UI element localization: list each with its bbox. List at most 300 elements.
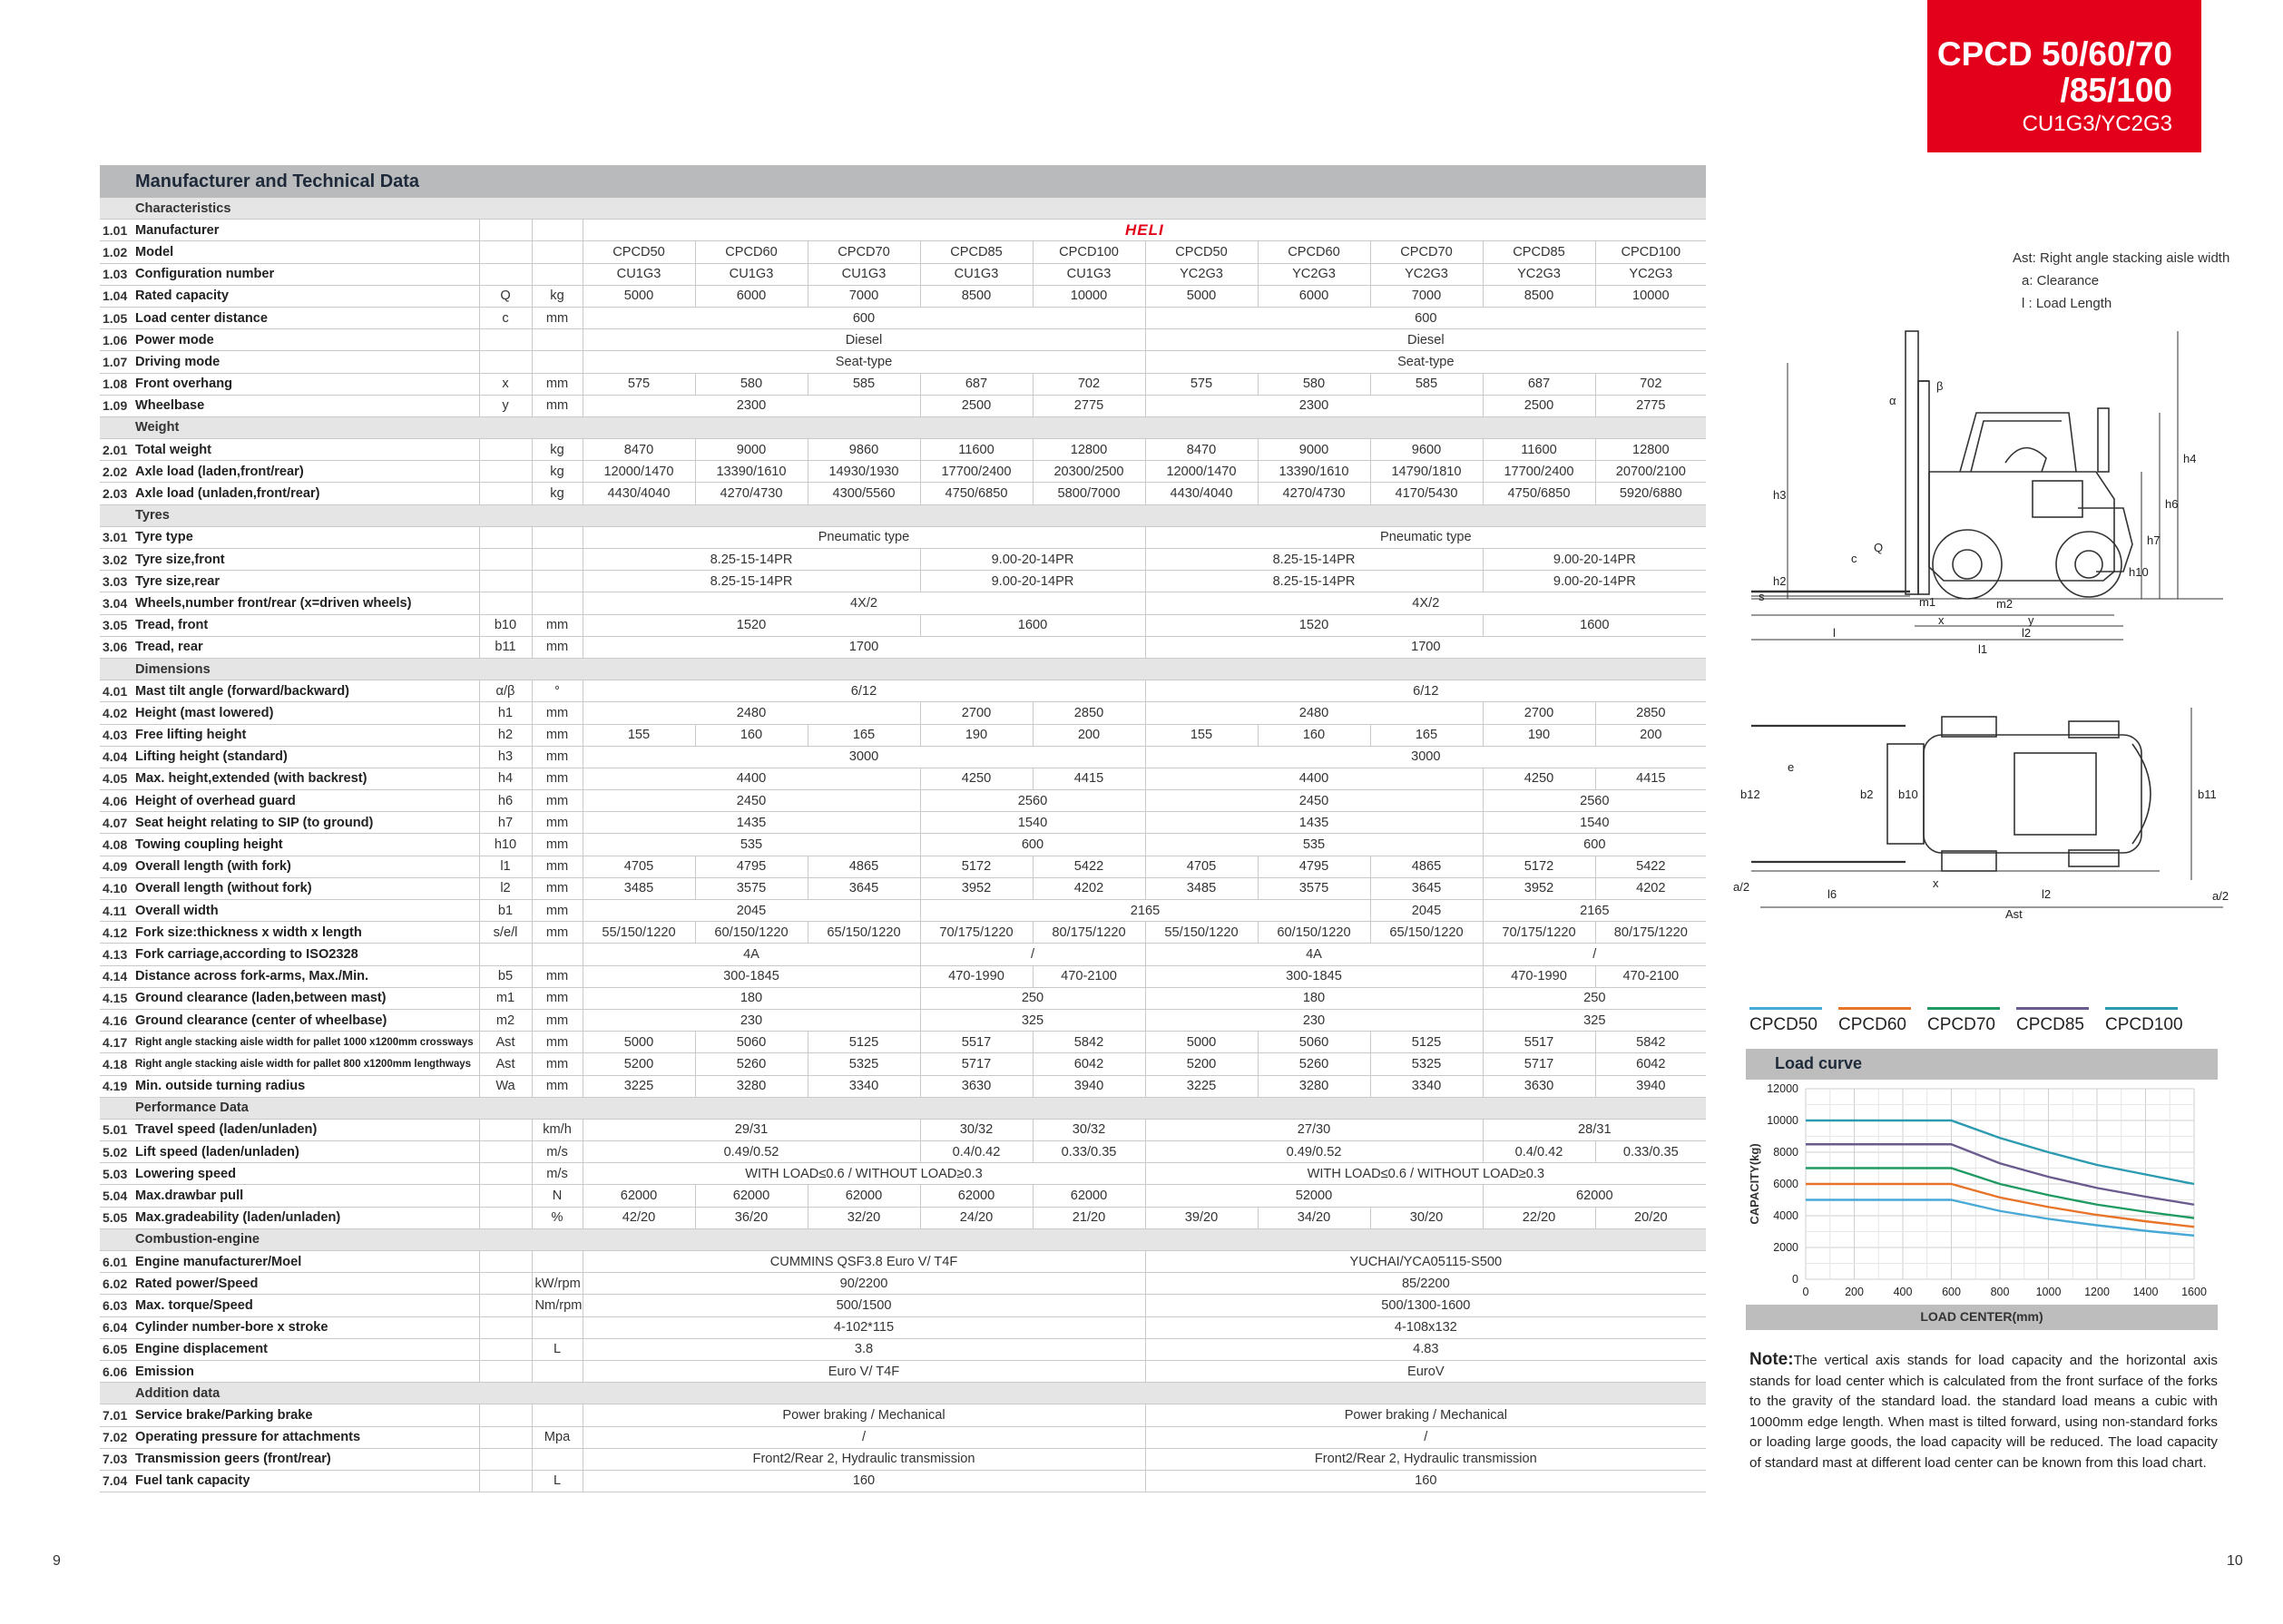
title-line-1: CPCD 50/60/70 xyxy=(1936,35,2172,73)
section-row xyxy=(100,658,1706,680)
row-unit: ° xyxy=(532,680,583,702)
spec-row xyxy=(100,483,1706,504)
dim-q: Q xyxy=(1874,541,1884,554)
value-cell: 200 xyxy=(1595,724,1706,746)
section-title: Dimensions xyxy=(132,658,1706,680)
value-cell: 575 xyxy=(1145,373,1258,395)
row-label: Tyre size,rear xyxy=(132,571,479,592)
value-cell: 4250 xyxy=(1483,768,1595,789)
manufacturer-cell xyxy=(583,220,1706,241)
row-label: Fork size:thickness x width x length xyxy=(132,922,479,944)
y-tick-label: 4000 xyxy=(1773,1209,1798,1222)
load-curve-title: Load curve xyxy=(1775,1054,1863,1072)
row-symbol: Ast xyxy=(479,1032,532,1053)
row-label: Total weight xyxy=(132,439,479,461)
value-cell: 60/150/1220 xyxy=(1258,922,1370,944)
row-number: 3.06 xyxy=(100,636,132,658)
section-row xyxy=(100,1097,1706,1119)
spec-row xyxy=(100,1009,1706,1031)
value-cell: 580 xyxy=(1258,373,1370,395)
value-cell: 62000 xyxy=(695,1185,808,1207)
dim-b11: b11 xyxy=(2198,788,2217,801)
row-symbol xyxy=(479,1295,532,1316)
value-cell: 1520 xyxy=(1145,614,1483,636)
value-cell: Front2/Rear 2, Hydraulic transmission xyxy=(1145,1448,1706,1470)
value-cell: 14930/1930 xyxy=(808,461,920,483)
row-unit: mm xyxy=(532,307,583,328)
value-cell: 0.49/0.52 xyxy=(583,1141,920,1163)
value-cell: 470-1990 xyxy=(920,965,1033,987)
row-unit xyxy=(532,241,583,263)
value-cell: 5060 xyxy=(1258,1032,1370,1053)
spec-row xyxy=(100,373,1706,395)
row-number: 4.08 xyxy=(100,834,132,856)
spec-row xyxy=(100,1470,1706,1492)
spec-row xyxy=(100,702,1706,724)
spec-row xyxy=(100,900,1706,922)
value-cell: 3485 xyxy=(1145,877,1258,899)
row-number: 7.01 xyxy=(100,1404,132,1426)
value-cell: 470-2100 xyxy=(1033,965,1145,987)
x-tick-label: 200 xyxy=(1845,1286,1864,1298)
value-cell: 2450 xyxy=(583,790,920,812)
row-label: Right angle stacking aisle width for pallet 1000 x1200mm crossways xyxy=(132,1032,479,1053)
value-cell: 5125 xyxy=(1370,1032,1483,1053)
value-cell: 165 xyxy=(1370,724,1483,746)
table-title: Manufacturer and Technical Data xyxy=(132,165,1706,198)
spec-row xyxy=(100,856,1706,877)
row-symbol: h4 xyxy=(479,768,532,789)
value-cell: 0.4/0.42 xyxy=(1483,1141,1595,1163)
row-label: Front overhang xyxy=(132,373,479,395)
row-symbol: b11 xyxy=(479,636,532,658)
row-number: 2.02 xyxy=(100,461,132,483)
spec-row xyxy=(100,812,1706,834)
value-cell: 160 xyxy=(583,1470,1145,1492)
value-cell: Pneumatic type xyxy=(583,526,1145,548)
row-unit: kg xyxy=(532,483,583,504)
value-cell: 9.00-20-14PR xyxy=(1483,549,1706,571)
value-cell: 2500 xyxy=(920,395,1033,416)
spec-row xyxy=(100,922,1706,944)
load-curve-header xyxy=(1746,1049,2218,1080)
value-cell: 250 xyxy=(1483,987,1706,1009)
row-label: Max.drawbar pull xyxy=(132,1185,479,1207)
legend-entry xyxy=(1927,1007,2000,1035)
spec-row xyxy=(100,571,1706,592)
row-symbol xyxy=(479,1426,532,1448)
value-cell: 5125 xyxy=(808,1032,920,1053)
chart-legend xyxy=(1746,1007,2190,1038)
value-cell: 62000 xyxy=(583,1185,695,1207)
legend-swatch xyxy=(1749,1007,1822,1010)
row-number: 4.17 xyxy=(100,1032,132,1053)
load-curve-note xyxy=(1749,1350,2218,1473)
value-cell: 4795 xyxy=(695,856,808,877)
value-cell: 9600 xyxy=(1370,439,1483,461)
dim-y: y xyxy=(2028,613,2034,627)
row-symbol: l2 xyxy=(479,877,532,899)
value-cell: 1700 xyxy=(583,636,1145,658)
x-tick-label: 1600 xyxy=(2181,1286,2207,1298)
value-cell: Front2/Rear 2, Hydraulic transmission xyxy=(583,1448,1145,1470)
dim-m2: m2 xyxy=(1996,597,2014,611)
value-cell: 11600 xyxy=(1483,439,1595,461)
spec-row xyxy=(100,263,1706,285)
row-number: 7.03 xyxy=(100,1448,132,1470)
spec-row xyxy=(100,1119,1706,1140)
y-tick-label: 2000 xyxy=(1773,1241,1798,1254)
row-number: 3.03 xyxy=(100,571,132,592)
value-cell: 80/175/1220 xyxy=(1033,922,1145,944)
value-cell: 2700 xyxy=(920,702,1033,724)
row-number: 4.10 xyxy=(100,877,132,899)
row-symbol xyxy=(479,1404,532,1426)
row-number: 1.01 xyxy=(100,220,132,241)
value-cell: EuroV xyxy=(1145,1360,1706,1382)
legend-swatch xyxy=(2105,1007,2178,1010)
value-cell: 5260 xyxy=(1258,1053,1370,1075)
value-cell: 470-2100 xyxy=(1595,965,1706,987)
value-cell: 5842 xyxy=(1033,1032,1145,1053)
value-cell: 85/2200 xyxy=(1145,1273,1706,1295)
page-number-right: 10 xyxy=(2227,1553,2243,1569)
row-symbol xyxy=(479,526,532,548)
value-cell: 62000 xyxy=(920,1185,1033,1207)
row-number: 3.04 xyxy=(100,592,132,614)
row-label: Emission xyxy=(132,1360,479,1382)
spec-row xyxy=(100,1163,1706,1185)
value-cell: 3000 xyxy=(583,746,1145,768)
x-axis-label: LOAD CENTER(mm) xyxy=(1920,1309,2043,1324)
row-label: Right angle stacking aisle width for pallet 800 x1200mm lengthways xyxy=(132,1053,479,1075)
value-cell: 8.25-15-14PR xyxy=(583,571,920,592)
dim-top-l2: l2 xyxy=(2042,887,2052,901)
dim-h7: h7 xyxy=(2147,533,2161,547)
dim-h3: h3 xyxy=(1773,488,1787,502)
row-number: 4.18 xyxy=(100,1053,132,1075)
value-cell: 5325 xyxy=(808,1053,920,1075)
row-unit: mm xyxy=(532,790,583,812)
row-number: 4.13 xyxy=(100,944,132,965)
value-cell: 30/32 xyxy=(920,1119,1033,1140)
row-number: 1.08 xyxy=(100,373,132,395)
y-tick-label: 0 xyxy=(1792,1273,1798,1286)
value-cell: 13390/1610 xyxy=(1258,461,1370,483)
dim-b12: b12 xyxy=(1740,788,1760,801)
row-unit: mm xyxy=(532,834,583,856)
value-cell: 3940 xyxy=(1595,1075,1706,1097)
legend-ast: Ast: Right angle stacking aisle width xyxy=(2013,250,2230,266)
row-label: Seat height relating to SIP (to ground) xyxy=(132,812,479,834)
row-unit xyxy=(532,263,583,285)
row-symbol xyxy=(479,1470,532,1492)
value-cell: 5842 xyxy=(1595,1032,1706,1053)
spec-row xyxy=(100,1053,1706,1075)
value-cell: Diesel xyxy=(1145,329,1706,351)
row-number: 1.03 xyxy=(100,263,132,285)
value-cell: 3630 xyxy=(1483,1075,1595,1097)
row-unit: mm xyxy=(532,922,583,944)
row-number: 3.02 xyxy=(100,549,132,571)
value-cell: 575 xyxy=(583,373,695,395)
section-spacer xyxy=(100,504,132,526)
value-cell: 6000 xyxy=(695,285,808,307)
row-label: Lowering speed xyxy=(132,1163,479,1185)
value-cell: CPCD50 xyxy=(1145,241,1258,263)
row-number: 6.05 xyxy=(100,1338,132,1360)
row-label: Max. height,extended (with backrest) xyxy=(132,768,479,789)
value-cell: 5325 xyxy=(1370,1053,1483,1075)
dim-b2: b2 xyxy=(1860,788,1874,801)
value-cell: 5717 xyxy=(920,1053,1033,1075)
row-symbol xyxy=(479,1141,532,1163)
value-cell: 4795 xyxy=(1258,856,1370,877)
value-cell: 30/32 xyxy=(1033,1119,1145,1140)
value-cell: 3575 xyxy=(1258,877,1370,899)
spec-row xyxy=(100,987,1706,1009)
section-spacer xyxy=(100,658,132,680)
row-unit: mm xyxy=(532,373,583,395)
row-label: Lifting height (standard) xyxy=(132,746,479,768)
value-cell: 39/20 xyxy=(1145,1207,1258,1228)
row-symbol xyxy=(479,1119,532,1140)
value-cell: 585 xyxy=(1370,373,1483,395)
value-cell: / xyxy=(1145,1426,1706,1448)
value-cell: 9000 xyxy=(1258,439,1370,461)
legend-label: CPCD50 xyxy=(1749,1015,1818,1034)
row-unit: mm xyxy=(532,395,583,416)
value-cell: 5060 xyxy=(695,1032,808,1053)
value-cell: 9000 xyxy=(695,439,808,461)
row-symbol xyxy=(479,1251,532,1273)
row-number: 6.04 xyxy=(100,1316,132,1338)
value-cell: 250 xyxy=(920,987,1145,1009)
row-label: Wheelbase xyxy=(132,395,479,416)
value-cell: / xyxy=(583,1426,1145,1448)
row-symbol xyxy=(479,592,532,614)
value-cell: 160 xyxy=(1258,724,1370,746)
value-cell: 36/20 xyxy=(695,1207,808,1228)
value-cell: 5260 xyxy=(695,1053,808,1075)
row-label: Tyre type xyxy=(132,526,479,548)
model-title-box xyxy=(1927,0,2201,152)
value-cell: 7000 xyxy=(1370,285,1483,307)
row-label: Overall width xyxy=(132,900,479,922)
value-cell: 0.33/0.35 xyxy=(1033,1141,1145,1163)
row-unit xyxy=(532,1316,583,1338)
value-cell: 2775 xyxy=(1033,395,1145,416)
row-label: Driving mode xyxy=(132,351,479,373)
dim-beta: β xyxy=(1936,379,1944,393)
value-cell: 3940 xyxy=(1033,1075,1145,1097)
dim-h6: h6 xyxy=(2165,497,2179,511)
spec-row xyxy=(100,834,1706,856)
value-cell: 3340 xyxy=(1370,1075,1483,1097)
row-unit: Nm/rpm xyxy=(532,1295,583,1316)
dim-l1: l1 xyxy=(1978,642,1988,656)
row-label: Min. outside turning radius xyxy=(132,1075,479,1097)
dim-h10: h10 xyxy=(2129,565,2149,579)
row-number: 3.01 xyxy=(100,526,132,548)
row-label: Travel speed (laden/unladen) xyxy=(132,1119,479,1140)
y-axis-label: CAPACITY(kg) xyxy=(1748,1143,1761,1225)
row-label: Axle load (laden,front/rear) xyxy=(132,461,479,483)
value-cell: 5172 xyxy=(1483,856,1595,877)
spec-row xyxy=(100,395,1706,416)
y-tick-label: 12000 xyxy=(1767,1082,1798,1095)
row-symbol: h2 xyxy=(479,724,532,746)
dim-alpha: α xyxy=(1889,394,1896,407)
legend-label: CPCD100 xyxy=(2105,1015,2183,1034)
spec-row xyxy=(100,636,1706,658)
value-cell: 62000 xyxy=(808,1185,920,1207)
value-cell: CPCD100 xyxy=(1033,241,1145,263)
x-tick-label: 800 xyxy=(1990,1286,2010,1298)
row-symbol: s/e/l xyxy=(479,922,532,944)
spec-row xyxy=(100,614,1706,636)
row-unit: N xyxy=(532,1185,583,1207)
row-number: 5.04 xyxy=(100,1185,132,1207)
value-cell: 8470 xyxy=(1145,439,1258,461)
row-number: 3.05 xyxy=(100,614,132,636)
value-cell: YC2G3 xyxy=(1258,263,1370,285)
row-number: 4.19 xyxy=(100,1075,132,1097)
value-cell: 230 xyxy=(1145,1009,1483,1031)
x-tick-label: 400 xyxy=(1893,1286,1913,1298)
value-cell: CU1G3 xyxy=(1033,263,1145,285)
value-cell: 165 xyxy=(808,724,920,746)
table-header-row xyxy=(100,165,1706,198)
value-cell: 12800 xyxy=(1595,439,1706,461)
row-unit xyxy=(532,1448,583,1470)
value-cell: 1540 xyxy=(1483,812,1706,834)
spec-row xyxy=(100,1141,1706,1163)
value-cell: 5517 xyxy=(920,1032,1033,1053)
row-number: 1.04 xyxy=(100,285,132,307)
row-unit: kg xyxy=(532,461,583,483)
value-cell: 55/150/1220 xyxy=(1145,922,1258,944)
row-number: 2.01 xyxy=(100,439,132,461)
section-spacer xyxy=(100,198,132,220)
value-cell: 5800/7000 xyxy=(1033,483,1145,504)
value-cell: CPCD70 xyxy=(1370,241,1483,263)
value-cell: CPCD85 xyxy=(920,241,1033,263)
row-symbol: α/β xyxy=(479,680,532,702)
value-cell: 500/1300-1600 xyxy=(1145,1295,1706,1316)
value-cell: 4170/5430 xyxy=(1370,483,1483,504)
value-cell: 300-1845 xyxy=(1145,965,1483,987)
dim-b10: b10 xyxy=(1898,788,1918,801)
value-cell: 535 xyxy=(1145,834,1483,856)
row-number: 4.16 xyxy=(100,1009,132,1031)
row-number: 7.04 xyxy=(100,1470,132,1492)
row-number: 5.03 xyxy=(100,1163,132,1185)
row-label: Transmission geers (front/rear) xyxy=(132,1448,479,1470)
value-cell: 2560 xyxy=(1483,790,1706,812)
value-cell: 4865 xyxy=(808,856,920,877)
note-label: Note: xyxy=(1749,1350,1794,1369)
row-number: 4.12 xyxy=(100,922,132,944)
row-unit: kg xyxy=(532,285,583,307)
value-cell: 3280 xyxy=(1258,1075,1370,1097)
legend-load-length: l : Load Length xyxy=(2022,296,2112,311)
section-spacer xyxy=(100,1383,132,1404)
row-symbol xyxy=(479,220,532,241)
value-cell: 12800 xyxy=(1033,439,1145,461)
spec-row xyxy=(100,1426,1706,1448)
value-cell: Power braking / Mechanical xyxy=(1145,1404,1706,1426)
value-cell: 4750/6850 xyxy=(1483,483,1595,504)
dim-e: e xyxy=(1788,760,1795,774)
row-label: Height of overhead guard xyxy=(132,790,479,812)
spec-row xyxy=(100,1273,1706,1295)
row-number: 5.01 xyxy=(100,1119,132,1140)
note-text: The vertical axis stands for load capacity and the horizontal axis stands for load center which is calculated from the front surface of the forks to the gravity of the standard load. the standard load means a cubic with 1000mm edge length. When mast is tilted forward, using non-standard forks or loading large goods, the load capacity will be reduced. The load capacity of standard mast at different load center can be known from this load chart. xyxy=(1749,1353,2218,1471)
title-line-2: /85/100 xyxy=(2060,72,2172,109)
row-label: Power mode xyxy=(132,329,479,351)
dim-l6: l6 xyxy=(1827,887,1837,901)
value-cell: 80/175/1220 xyxy=(1595,922,1706,944)
value-cell: YC2G3 xyxy=(1483,263,1595,285)
row-unit: L xyxy=(532,1338,583,1360)
heli-logo: HELI xyxy=(1124,220,1164,239)
row-label: Rated power/Speed xyxy=(132,1273,479,1295)
x-tick-label: 1400 xyxy=(2132,1286,2159,1298)
value-cell: 325 xyxy=(920,1009,1145,1031)
row-number: 5.02 xyxy=(100,1141,132,1163)
spec-row xyxy=(100,1404,1706,1426)
forklift-top-view-diagram xyxy=(1733,690,2241,934)
row-label: Engine displacement xyxy=(132,1338,479,1360)
value-cell: 4705 xyxy=(583,856,695,877)
value-cell: 1435 xyxy=(1145,812,1483,834)
value-cell: 60/150/1220 xyxy=(695,922,808,944)
row-symbol: c xyxy=(479,307,532,328)
dim-l: l xyxy=(1833,626,1836,640)
spec-row xyxy=(100,461,1706,483)
value-cell: 20300/2500 xyxy=(1033,461,1145,483)
row-unit: mm xyxy=(532,636,583,658)
value-cell: Seat-type xyxy=(583,351,1145,373)
row-symbol: h7 xyxy=(479,812,532,834)
row-label: Cylinder number-bore x stroke xyxy=(132,1316,479,1338)
dim-c: c xyxy=(1851,552,1857,565)
row-symbol: y xyxy=(479,395,532,416)
row-label: Tyre size,front xyxy=(132,549,479,571)
value-cell: 2045 xyxy=(1370,900,1483,922)
spec-row xyxy=(100,549,1706,571)
row-symbol xyxy=(479,944,532,965)
row-symbol: b10 xyxy=(479,614,532,636)
value-cell: 4A xyxy=(1145,944,1483,965)
value-cell: 4.83 xyxy=(1145,1338,1706,1360)
row-unit: mm xyxy=(532,1032,583,1053)
section-title: Characteristics xyxy=(132,198,1706,220)
value-cell: 2480 xyxy=(583,702,920,724)
row-label: Fuel tank capacity xyxy=(132,1470,479,1492)
value-cell: 4202 xyxy=(1595,877,1706,899)
value-cell: 687 xyxy=(920,373,1033,395)
value-cell: 4415 xyxy=(1033,768,1145,789)
value-cell: 11600 xyxy=(920,439,1033,461)
value-cell: 5200 xyxy=(1145,1053,1258,1075)
value-cell: 2560 xyxy=(920,790,1145,812)
row-symbol: Q xyxy=(479,285,532,307)
value-cell: 5000 xyxy=(583,1032,695,1053)
value-cell: 55/150/1220 xyxy=(583,922,695,944)
dim-m1: m1 xyxy=(1919,595,1936,609)
